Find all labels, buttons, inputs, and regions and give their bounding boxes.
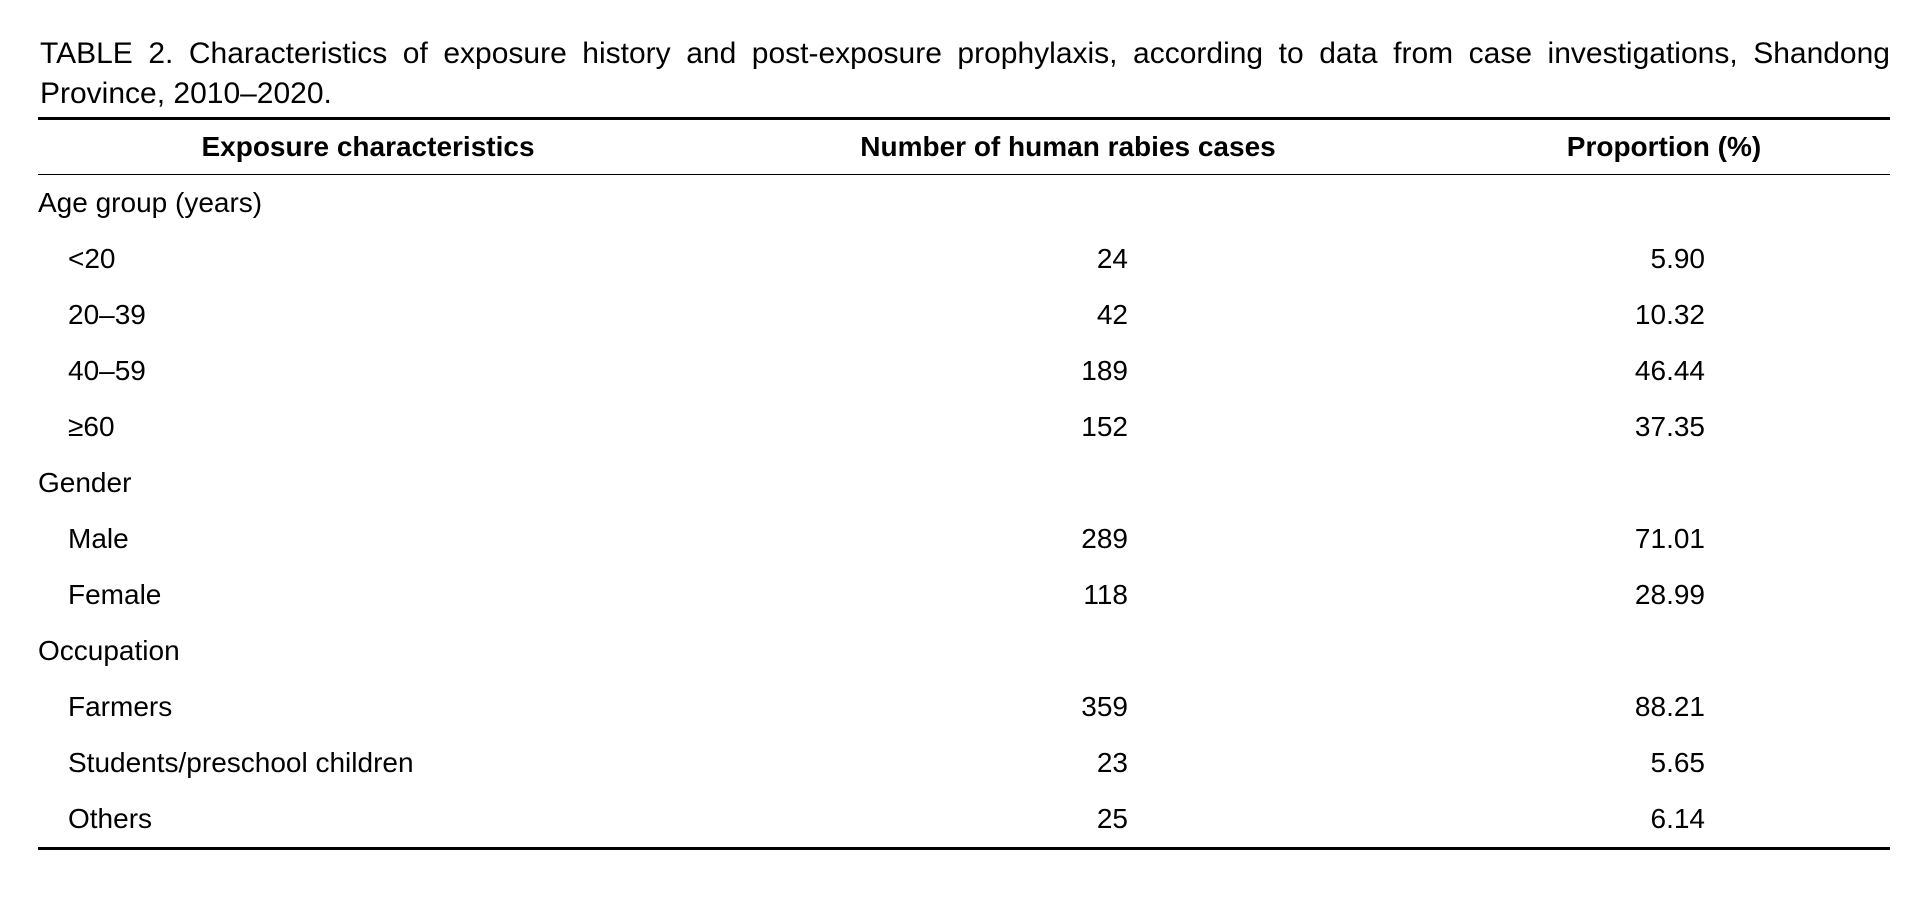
group-label-gender: Gender — [38, 467, 132, 498]
row-label: 20–39 — [68, 299, 146, 330]
row-label: ≥60 — [68, 411, 115, 442]
table-row — [38, 231, 1890, 287]
row-label: <20 — [68, 243, 116, 274]
row-cases: 189 — [1081, 355, 1128, 386]
group-row-age — [38, 175, 1890, 232]
row-cases: 24 — [1096, 243, 1128, 274]
row-proportion: 10.32 — [1634, 299, 1705, 330]
row-label: Farmers — [68, 691, 173, 722]
row-cases: 359 — [1081, 691, 1128, 722]
row-cases: 118 — [1083, 579, 1128, 610]
table-row — [38, 735, 1890, 791]
row-proportion: 46.44 — [1634, 355, 1705, 386]
row-label: 40–59 — [68, 355, 146, 386]
table-row — [38, 343, 1890, 399]
table-body — [38, 175, 1890, 849]
header-row — [38, 119, 1890, 175]
group-label-occupation: Occupation — [38, 635, 180, 666]
table-row — [38, 791, 1890, 849]
table-row — [38, 287, 1890, 343]
row-proportion: 88.21 — [1634, 691, 1705, 722]
row-label: Others — [68, 803, 153, 834]
row-proportion: 6.14 — [1650, 803, 1705, 834]
header-proportion: Proportion (%) — [1566, 131, 1762, 162]
row-proportion: 37.35 — [1634, 411, 1705, 442]
row-proportion: 5.90 — [1650, 243, 1705, 274]
row-cases: 23 — [1096, 747, 1128, 778]
row-proportion: 28.99 — [1634, 579, 1705, 610]
group-row-occupation — [38, 623, 1890, 679]
row-label: Female — [68, 579, 162, 610]
row-label: Students/preschool children — [68, 747, 414, 778]
table-caption: TABLE 2. Characteristics of exposure history and post-exposure prophylaxis, according to data from case investigations, Shandong Province, 2010–2020. — [40, 37, 1890, 110]
row-proportion: 71.01 — [1634, 523, 1705, 554]
table-header — [38, 119, 1890, 175]
table-row — [38, 679, 1890, 735]
row-cases: 289 — [1081, 523, 1128, 554]
table-row — [38, 567, 1890, 623]
row-cases: 42 — [1096, 299, 1128, 330]
table-row — [38, 511, 1890, 567]
row-label: Male — [68, 523, 129, 554]
group-row-gender — [38, 455, 1890, 511]
header-exposure-characteristics: Exposure characteristics — [201, 131, 535, 162]
row-proportion: 5.65 — [1650, 747, 1705, 778]
header-number-of-cases: Number of human rabies cases — [860, 131, 1276, 162]
row-cases: 152 — [1081, 411, 1128, 442]
data-table — [38, 117, 1890, 850]
group-label-age: Age group (years) — [38, 187, 263, 218]
table-row — [38, 399, 1890, 455]
document-page — [38, 34, 1890, 850]
row-cases: 25 — [1096, 803, 1128, 834]
